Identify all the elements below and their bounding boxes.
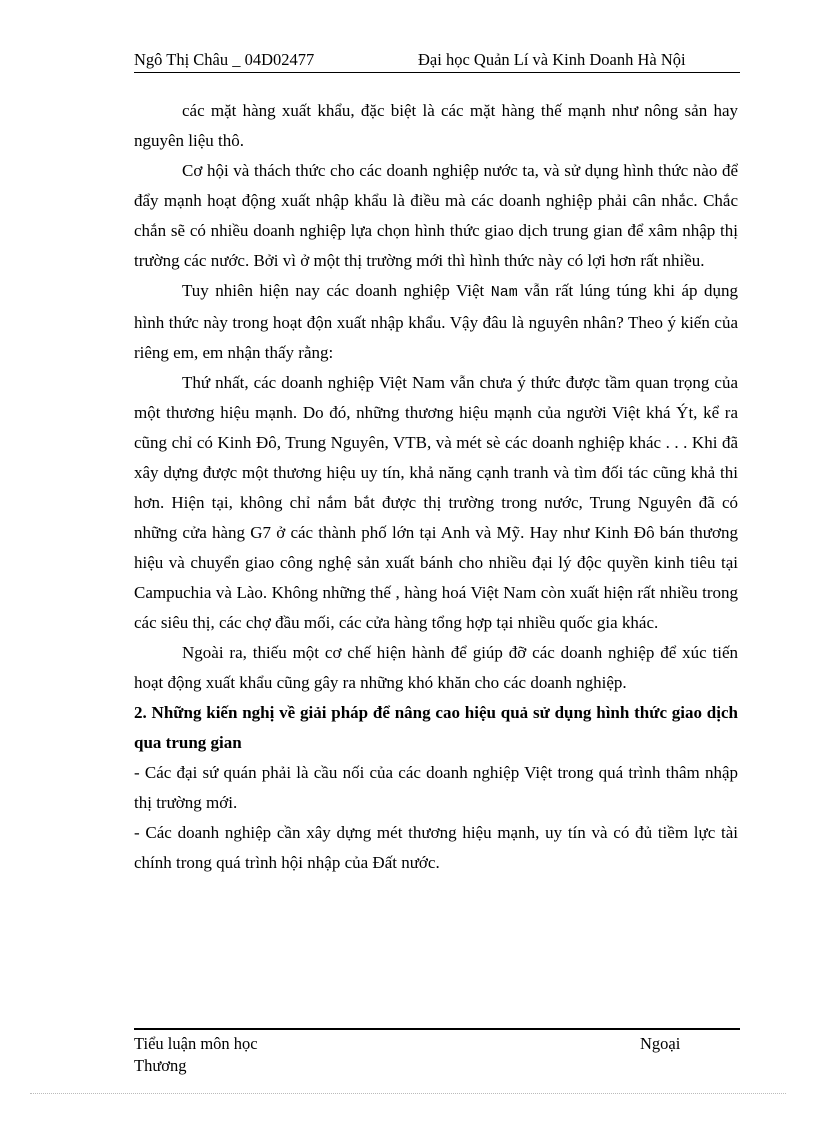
bullet-2: - Các doanh nghiệp cần xây dựng mét thương hiệu mạnh, uy tín và có đủ tiềm lực tài chính trong quá trình hội nhập của Đất nước. <box>134 823 738 872</box>
footer-course-line2: Thương <box>134 1056 187 1075</box>
document-body <box>134 96 738 878</box>
paragraph-5: Ngoài ra, thiếu một cơ chế hiện hành để giúp đỡ các doanh nghiệp để xúc tiến hoạt động xuất khẩu cũng gây ra những khó khăn cho các doanh nghiệp. <box>134 643 738 692</box>
header-institution: Đại học Quản Lí và Kinh Doanh Hà Nội <box>418 50 686 69</box>
paragraph-1: các mặt hàng xuất khẩu, đặc biệt là các mặt hàng thế mạnh như nông sản hay nguyên liệu thô. <box>134 101 738 150</box>
paragraph-4: Thứ nhất, các doanh nghiệp Việt Nam vẫn chưa ý thức được tầm quan trọng của một thương hiệu mạnh. Do đó, những thương hiệu mạnh của người Việt khá Ýt, kể ra cũng chỉ có Kinh Đô, Trung Nguyên, VTB, và mét sè các doanh nghiệp khác . . . Khi đã xây dựng được một thương hiệu uy tín, khả năng cạnh tranh và tìm đối tác cũng khả thi hơn. Hiện tại, không chỉ nắm bắt được thị trường trong nước, Trung Nguyên đã có những cửa hàng G7 ở các thành phố lớn tại Anh và Mỹ. Hay như Kinh Đô bán thương hiệu và chuyển giao công nghệ sản xuất bánh cho nhiều đại lý độc quyền kinh tiêu tại Campuchia và Lào. Không những thế , hàng hoá Việt Nam còn xuất hiện rất nhiều trong các siêu thị, các chợ đầu mối, các cửa hàng tổng hợp tại nhiều quốc gia khác. <box>134 373 738 632</box>
footer-left <box>134 1033 258 1077</box>
paragraph-3-nam: Nam <box>490 284 518 301</box>
footer-right: Ngoại <box>640 1034 681 1053</box>
paragraph-3-part-b: vẫn rất lúng túng khi áp dụng hình thức này trong hoạt độn xuất nhập khẩu. Vậy đâu là nguyên nhân? Theo ý kiến của riêng em, em nhận thấy rằng: <box>134 281 738 362</box>
paragraph-3 <box>134 276 738 368</box>
paragraph-3-part-a: Tuy nhiên hiện nay các doanh nghiệp Việt <box>182 281 491 300</box>
section-heading: 2. Những kiến nghị về giải pháp để nâng cao hiệu quả sử dụng hình thức giao dịch qua trung gian <box>134 703 738 752</box>
footer-divider <box>134 1028 740 1030</box>
paragraph-2: Cơ hội và thách thức cho các doanh nghiệp nước ta, và sử dụng hình thức nào để đẩy mạnh hoạt động xuất nhập khẩu là điều mà các doanh nghiệp phải cân nhắc. Chắc chắn sẽ có nhiều doanh nghiệp lựa chọn hình thức giao dịch trung gian để xâm nhập thị trường các nước. Bởi vì ở một thị trường mới thì hình thức này có lợi hơn rất nhiều. <box>134 161 738 270</box>
bullet-1: - Các đại sứ quán phải là cầu nối của các doanh nghiệp Việt trong quá trình thâm nhập thị trường mới. <box>134 763 738 812</box>
page-header <box>134 50 740 73</box>
page-bottom-dotted-line <box>30 1093 786 1094</box>
footer-course-line1: Tiểu luận môn học <box>134 1034 258 1053</box>
header-author: Ngô Thị Châu _ 04D02477 <box>134 50 315 69</box>
